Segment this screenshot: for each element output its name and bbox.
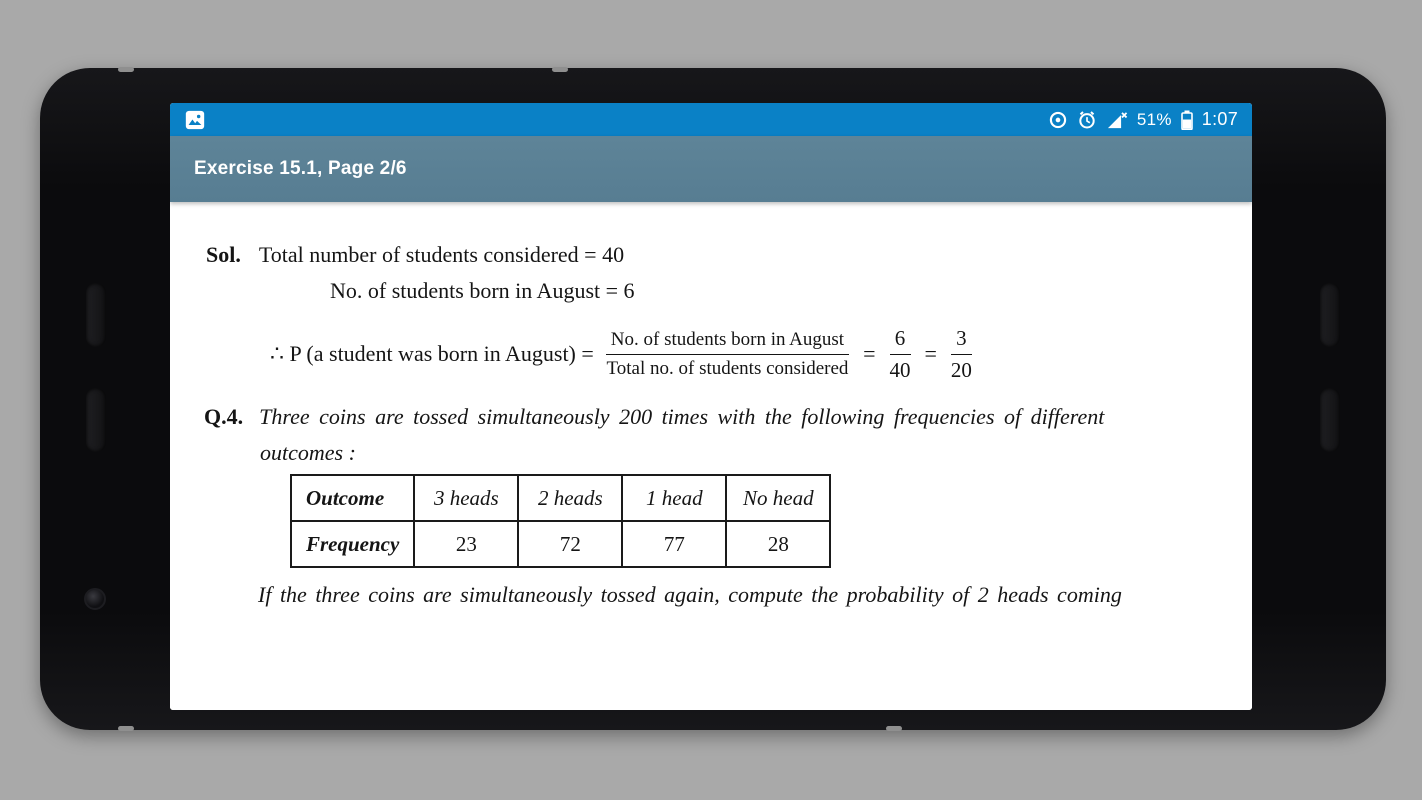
- fraction-words: [606, 329, 849, 380]
- frequency-table: [290, 474, 831, 568]
- table-cell: 72: [518, 521, 622, 567]
- table-cell: Frequency: [291, 521, 414, 567]
- equals-sign: =: [863, 341, 876, 366]
- probability-equation: [270, 322, 972, 386]
- question-line-2: outcomes :: [260, 440, 356, 465]
- question-text: Three coins are tossed simultaneously 200 times with the following frequencies of different: [259, 404, 1105, 429]
- table-cell: 28: [726, 521, 830, 567]
- app-toolbar: [170, 136, 1252, 202]
- camera-lens: [84, 588, 106, 610]
- battery-percent: 51%: [1136, 109, 1172, 129]
- fraction-3-20: $\frac{3}{20}$: [950, 326, 972, 382]
- table-header-row: [291, 475, 830, 521]
- table-cell: 1 head: [622, 475, 726, 521]
- table-data-row: [291, 521, 830, 567]
- bezel-highlight: [1320, 388, 1340, 452]
- sol-text: Total number of students considered = 40: [258, 242, 625, 267]
- signal-x-icon: [1106, 110, 1128, 130]
- fraction-6-40: $\frac{6}{40}$: [889, 326, 911, 382]
- clock-text: 1:07: [1201, 109, 1238, 129]
- question-line-1: [204, 404, 1104, 430]
- data-saver-icon: [1048, 110, 1068, 130]
- bezel-highlight: [1320, 283, 1340, 347]
- solution-line-1: [206, 242, 624, 268]
- status-bar: [170, 103, 1252, 136]
- solution-line-2: No. of students born in August = 6: [330, 278, 635, 303]
- question-continuation: If the three coins are simultaneously tossed again, compute the probability of 2 heads coming: [258, 582, 1122, 607]
- antenna-line: [118, 67, 134, 72]
- fraction-denominator: Total no. of students considered: [606, 357, 849, 379]
- phone-frame: [40, 68, 1386, 730]
- bezel-highlight: [86, 283, 106, 347]
- table-cell: 2 heads: [518, 475, 622, 521]
- bezel-highlight: [86, 388, 106, 452]
- table-cell: No head: [726, 475, 830, 521]
- antenna-line: [552, 67, 568, 72]
- image-icon: [184, 109, 206, 131]
- antenna-line: [886, 726, 902, 731]
- page-title: Exercise 15.1, Page 2/6: [194, 158, 407, 179]
- table-cell: 77: [622, 521, 726, 567]
- phone-screen: [170, 103, 1252, 710]
- question-label: Q.4.: [204, 404, 244, 429]
- alarm-icon: [1077, 110, 1097, 130]
- fraction-numerator: No. of students born in August: [606, 329, 849, 355]
- table-cell: 23: [414, 521, 518, 567]
- equals-sign: =: [924, 341, 937, 366]
- table-cell: 3 heads: [414, 475, 518, 521]
- antenna-line: [118, 726, 134, 731]
- table-cell: Outcome: [291, 475, 414, 521]
- document-page[interactable]: [170, 202, 1252, 710]
- equation-lhs: ∴ P (a student was born in August) =: [270, 341, 594, 366]
- sol-label: Sol.: [206, 242, 241, 267]
- battery-icon: [1181, 110, 1193, 130]
